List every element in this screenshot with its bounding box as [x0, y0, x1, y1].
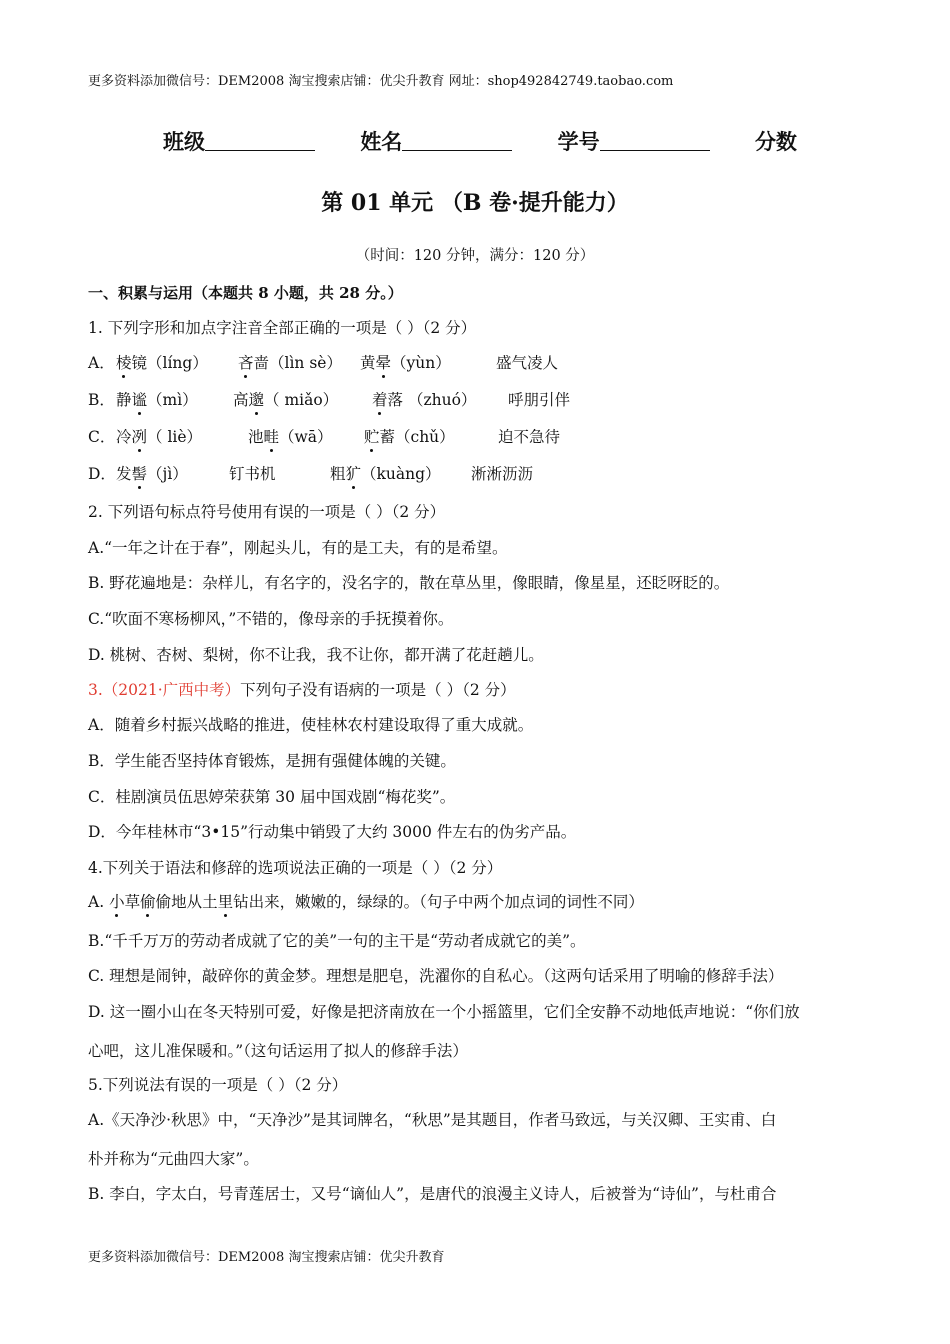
id-label: 学号	[557, 129, 600, 154]
class-field[interactable]	[163, 126, 315, 156]
q2-option-a[interactable]: A.“一年之计在于春”，刚起头儿，有的是工夫，有的是希望。	[88, 539, 508, 557]
q2-option-d[interactable]: D. 桃树、杏树、梨树，你不让我，我不让你，都开满了花赶趟儿。	[88, 646, 544, 664]
q5-option-b-line1[interactable]: B. 李白，字太白，号青莲居士，又号“谪仙人”，是唐代的浪漫主义诗人，后被誉为“诗仙”，与杜甫合	[88, 1185, 777, 1203]
q3-option-a[interactable]: A．随着乡村振兴战略的推进，使桂林农村建设取得了重大成就。	[88, 716, 534, 734]
q3-question: 下列句子没有语病的一项是（ ）（2 分）	[240, 681, 516, 699]
section-heading: 一、积累与运用（本题共 8 小题，共 28 分。）	[88, 284, 403, 302]
q1-d-word1: 发髻（jì）	[116, 465, 188, 483]
q4-option-d-line1[interactable]: D. 这一圈小山在冬天特别可爱，好像是把济南放在一个小摇篮里，它们全安静不动地低声地说：“你们放	[88, 1003, 800, 1021]
q4-option-c[interactable]: C. 理想是闹钟，敲碎你的黄金梦。理想是肥皂，洗濯你的自私心。（这两句话采用了明喻的修辞手法）	[88, 967, 784, 985]
q1-option-d[interactable]	[88, 462, 888, 486]
name-label: 姓名	[360, 129, 403, 154]
q3-option-b[interactable]: B．学生能否坚持体育锻炼，是拥有强健体魄的关键。	[88, 752, 456, 770]
q1-option-b[interactable]	[88, 388, 888, 412]
name-blank[interactable]	[402, 130, 512, 151]
time-info: （时间：120 分钟，满分：120 分）	[355, 248, 595, 264]
q1-b-word4: 呼朋引伴	[508, 391, 571, 409]
id-blank[interactable]	[600, 130, 710, 151]
q1-b-word2: 高邈（ miǎo）	[233, 391, 339, 409]
student-info-fields	[163, 126, 835, 156]
q1-option-c[interactable]	[88, 425, 888, 449]
q1-a-word3: 黄晕（yùn）	[360, 354, 451, 372]
score-label: 分数	[754, 129, 797, 154]
q4-option-a[interactable]: A. 小草偷偷地从土里钻出来，嫩嫩的，绿绿的。（句子中两个加点词的词性不同）	[88, 893, 644, 911]
q3-source: （2021·广西中考）	[102, 681, 241, 699]
q1-c-label: C．	[88, 428, 116, 446]
q1-a-label: A．	[88, 354, 115, 372]
q3-option-c[interactable]: C．桂剧演员伍思婷荣获第 30 届中国戏剧“梅花奖”。	[88, 788, 456, 806]
q1-c-word3: 贮蓄（chǔ）	[364, 428, 455, 446]
page-header: 更多资料添加微信号：DEM2008 淘宝搜索店铺：优尖升教育 网址：shop492842749.taobao.com	[88, 74, 674, 89]
q1-option-a[interactable]	[88, 351, 888, 375]
q4-stem: 4.下列关于语法和修辞的选项说法正确的一项是（ ）（2 分）	[88, 859, 503, 877]
q1-a-word4: 盛气凌人	[496, 354, 559, 372]
q1-b-word1: 静谧（mì）	[116, 391, 198, 409]
class-blank[interactable]	[205, 130, 315, 151]
q4-option-d-line2[interactable]: 心吧，这儿准保暖和。”（这句话运用了拟人的修辞手法）	[88, 1042, 468, 1060]
q1-a-word1: 棱镜（líng）	[116, 354, 208, 372]
q3-option-d[interactable]: D．今年桂林市“3•15”行动集中销毁了大约 3000 件左右的伪劣产品。	[88, 823, 577, 841]
q1-c-word2: 池畦（wā）	[248, 428, 333, 446]
exam-title: 第 01 单元 （B 卷·提升能力）	[321, 190, 629, 216]
q5-option-a-line1[interactable]: A.《天净沙·秋思》中，“天净沙”是其词牌名，“秋思”是其题目，作者马致远，与关汉卿、王实甫、白	[88, 1111, 777, 1129]
q1-d-label: D．	[88, 465, 116, 483]
score-field	[755, 126, 797, 156]
q1-d-word4: 淅淅沥沥	[471, 465, 534, 483]
q1-d-word3: 粗犷（kuàng）	[330, 465, 441, 483]
q2-stem: 2. 下列语句标点符号使用有误的一项是（ ）（2 分）	[88, 503, 446, 521]
q1-stem: 1. 下列字形和加点字注音全部正确的一项是（ ）（2 分）	[88, 319, 477, 337]
q1-d-word2: 钉书机	[229, 465, 276, 483]
q1-b-word3: 着落 （zhuó）	[372, 391, 477, 409]
page-footer: 更多资料添加微信号：DEM2008 淘宝搜索店铺：优尖升教育	[88, 1250, 445, 1265]
q3-number: 3.	[88, 681, 103, 699]
q1-c-word4: 迫不急待	[498, 428, 561, 446]
q3-stem	[88, 678, 516, 700]
q1-b-label: B．	[88, 391, 115, 409]
q2-option-b[interactable]: B. 野花遍地是：杂样儿，有名字的，没名字的，散在草丛里，像眼睛，像星星，还眨呀眨的。	[88, 574, 730, 592]
q1-a-word2: 吝啬（lìn sè）	[238, 354, 342, 372]
q5-stem: 5.下列说法有误的一项是（ ）（2 分）	[88, 1076, 348, 1094]
q5-option-a-line2[interactable]: 朴并称为“元曲四大家”。	[88, 1150, 259, 1168]
name-field[interactable]	[360, 126, 512, 156]
q1-c-word1: 冷冽（ liè）	[116, 428, 203, 446]
class-label: 班级	[163, 129, 205, 154]
q2-option-c[interactable]: C.“吹面不寒杨柳风，”不错的，像母亲的手抚摸着你。	[88, 610, 454, 628]
q4-option-b[interactable]: B.“千千万万的劳动者成就了它的美”一句的主干是“劳动者成就它的美”。	[88, 932, 586, 950]
id-field[interactable]	[558, 126, 710, 156]
